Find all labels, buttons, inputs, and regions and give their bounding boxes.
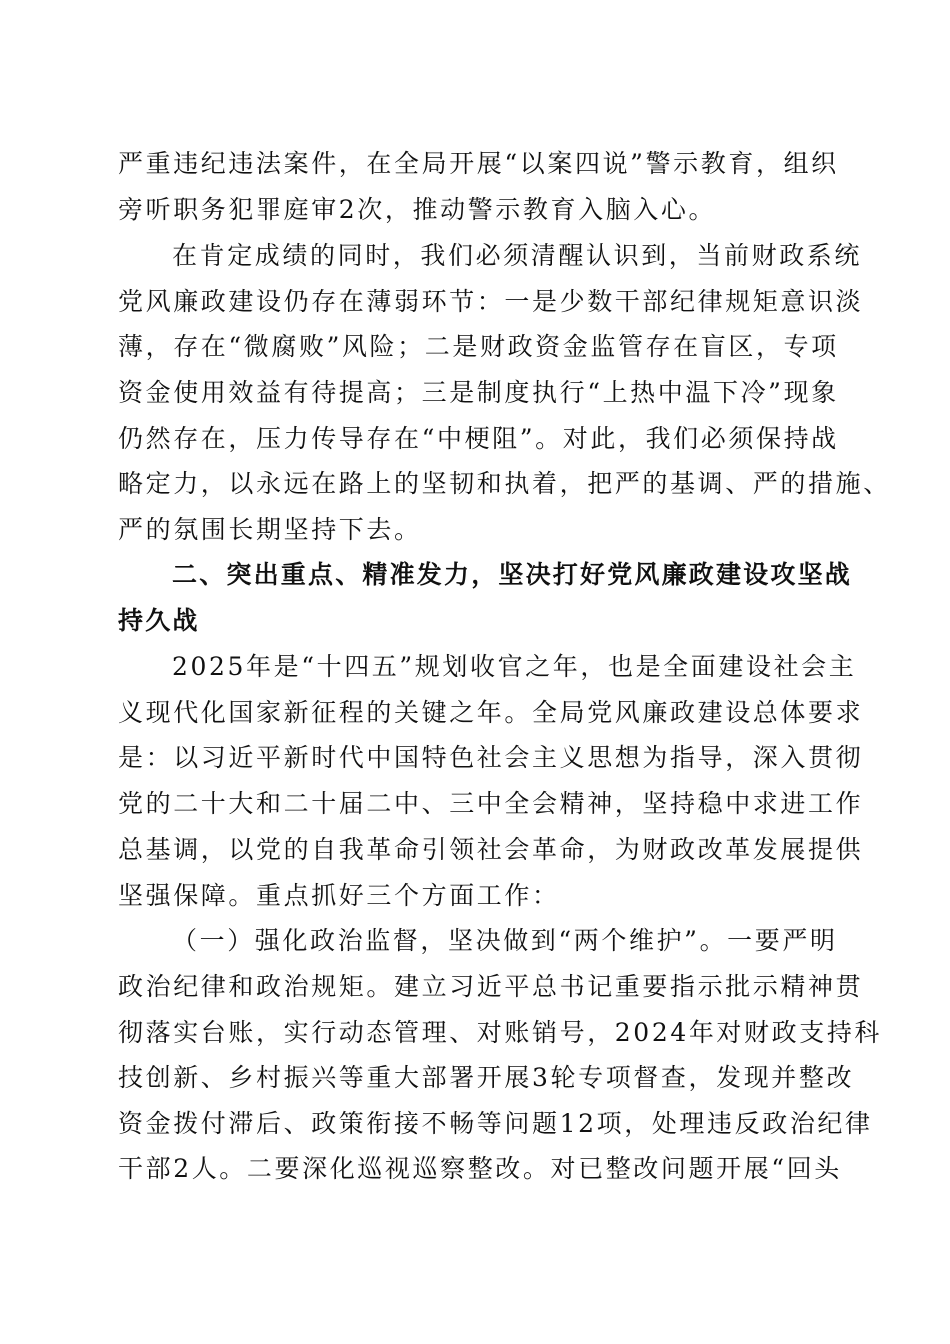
paragraph-line: 技创新、乡村振兴等重大部署开展3轮专项督查，发现并整改 [118, 1063, 855, 1092]
paragraph-line: 总基调，以党的自我革命引领社会革命，为财政改革发展提供 [118, 835, 864, 864]
paragraph-line: 党风廉政建设仍存在薄弱环节：一是少数干部纪律规矩意识淡 [118, 287, 864, 316]
paragraph-line: 义现代化国家新征程的关键之年。全局党风廉政建设总体要求 [118, 698, 864, 727]
paragraph-line: 仍然存在，压力传导存在“中梗阻”。对此，我们必须保持战 [118, 424, 839, 453]
section-heading: 持久战 [118, 606, 200, 635]
paragraph-line: 严重违纪违法案件，在全局开展“以案四说”警示教育，组织 [118, 149, 839, 178]
paragraph-line: 资金使用效益有待提高；三是制度执行“上热中温下冷”现象 [118, 378, 839, 407]
subsection-line: （一）强化政治监督，坚决做到“两个维护”。一要严明 [172, 926, 838, 955]
paragraph-line: 略定力，以永远在路上的坚韧和执着，把严的基调、严的措施、 [118, 469, 891, 498]
paragraph-line: 干部2人。二要深化巡视巡察整改。对已整改问题开展“回头 [118, 1154, 842, 1183]
paragraph-line: 是：以习近平新时代中国特色社会主义思想为指导，深入贯彻 [118, 743, 864, 772]
paragraph-line: 资金拨付滞后、政策衔接不畅等问题12项，处理违反政治纪律 [118, 1109, 873, 1138]
paragraph-line: 坚强保障。重点抓好三个方面工作： [118, 881, 560, 910]
paragraph-line: 薄，存在“微腐败”风险；二是财政资金监管存在盲区，专项 [118, 332, 839, 361]
paragraph-line: 彻落实台账，实行动态管理、对账销号，2024年对财政支持科 [118, 1018, 883, 1047]
paragraph-line: 政治纪律和政治规矩。建立习近平总书记重要指示批示精神贯 [118, 972, 864, 1001]
section-heading: 二、突出重点、精准发力，坚决打好党风廉政建设攻坚战 [172, 560, 853, 589]
paragraph-line: 旁听职务犯罪庭审2次，推动警示教育入脑入心。 [118, 195, 717, 224]
paragraph-line: 2025年是“十四五”规划收官之年，也是全面建设社会主 [172, 652, 857, 681]
paragraph-line: 严的氛围长期坚持下去。 [118, 515, 422, 544]
paragraph-line: 党的二十大和二十届二中、三中全会精神，坚持稳中求进工作 [118, 789, 864, 818]
paragraph-line: 在肯定成绩的同时，我们必须清醒认识到，当前财政系统 [172, 241, 863, 270]
